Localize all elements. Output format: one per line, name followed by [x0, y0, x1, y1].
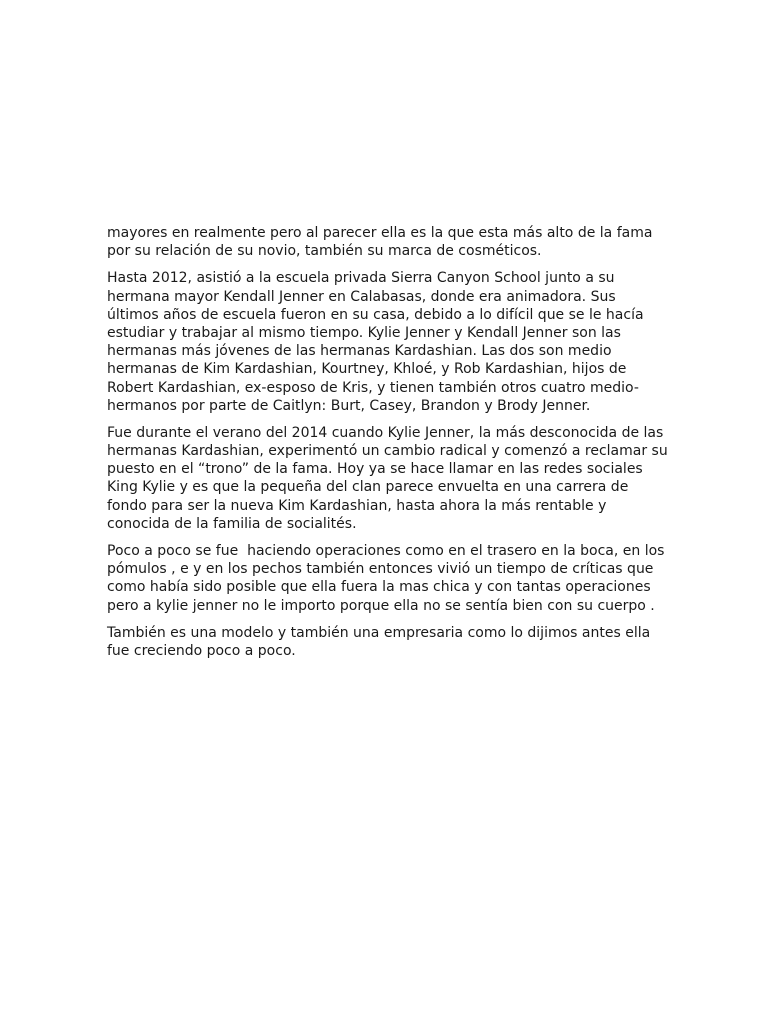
- text-line: fue creciendo poco a poco.: [107, 642, 296, 659]
- text-line: conocida de la familia de socialités.: [107, 515, 357, 532]
- text-line: por su relación de su novio, también su marca de cosméticos.: [107, 243, 542, 260]
- text-line: pero a kylie jenner no le importo porque ella no se sentía bien con su cuerpo .: [107, 597, 655, 614]
- text-line: Hasta 2012, asistió a la escuela privada Sierra Canyon School junto a su: [107, 270, 615, 287]
- text-line: hermanas más jóvenes de las hermanas Kardashian. Las dos son medio: [107, 343, 612, 360]
- paragraph-2: [107, 269, 667, 415]
- text-line: hermanos por parte de Caitlyn: Burt, Casey, Brandon y Brody Jenner.: [107, 397, 591, 414]
- text-line: hermanas de Kim Kardashian, Kourtney, Khloé, y Rob Kardashian, hijos de: [107, 361, 627, 378]
- text-line: También es una modelo y también una empresaria como lo dijimos antes ella: [107, 624, 651, 641]
- text-line: pómulos , e y en los pechos también entonces vivió un tiempo de críticas que: [107, 561, 654, 578]
- paragraph-4: [107, 542, 667, 615]
- text-line: estudiar y trabajar al mismo tiempo. Kylie Jenner y Kendall Jenner son las: [107, 324, 621, 341]
- document-body: [107, 224, 667, 669]
- paragraph-1: [107, 224, 667, 260]
- text-line: mayores en realmente pero al parecer ella es la que esta más alto de la fama: [107, 225, 653, 241]
- paragraph-5: [107, 624, 667, 660]
- text-line: hermanas Kardashian, experimentó un cambio radical y comenzó a reclamar su: [107, 443, 668, 460]
- text-line: Fue durante el verano del 2014 cuando Kylie Jenner, la más desconocida de las: [107, 424, 664, 441]
- text-line: King Kylie y es que la pequeña del clan parece envuelta en una carrera de: [107, 479, 629, 496]
- text-line: hermana mayor Kendall Jenner en Calabasas, donde era animadora. Sus: [107, 288, 616, 305]
- text-line: Poco a poco se fue haciendo operaciones como en el trasero en la boca, en los: [107, 543, 665, 559]
- text-line: como había sido posible que ella fuera la mas chica y con tantas operaciones: [107, 579, 651, 596]
- text-line: fondo para ser la nueva Kim Kardashian, hasta ahora la más rentable y: [107, 497, 607, 514]
- text-line: Robert Kardashian, ex-esposo de Kris, y tienen también otros cuatro medio-: [107, 379, 639, 396]
- text-line: últimos años de escuela fueron en su casa, debido a lo difícil que se le hacía: [107, 306, 644, 323]
- paragraph-3: [107, 424, 667, 533]
- text-line: puesto en el “trono” de la fama. Hoy ya se hace llamar en las redes sociales: [107, 461, 643, 478]
